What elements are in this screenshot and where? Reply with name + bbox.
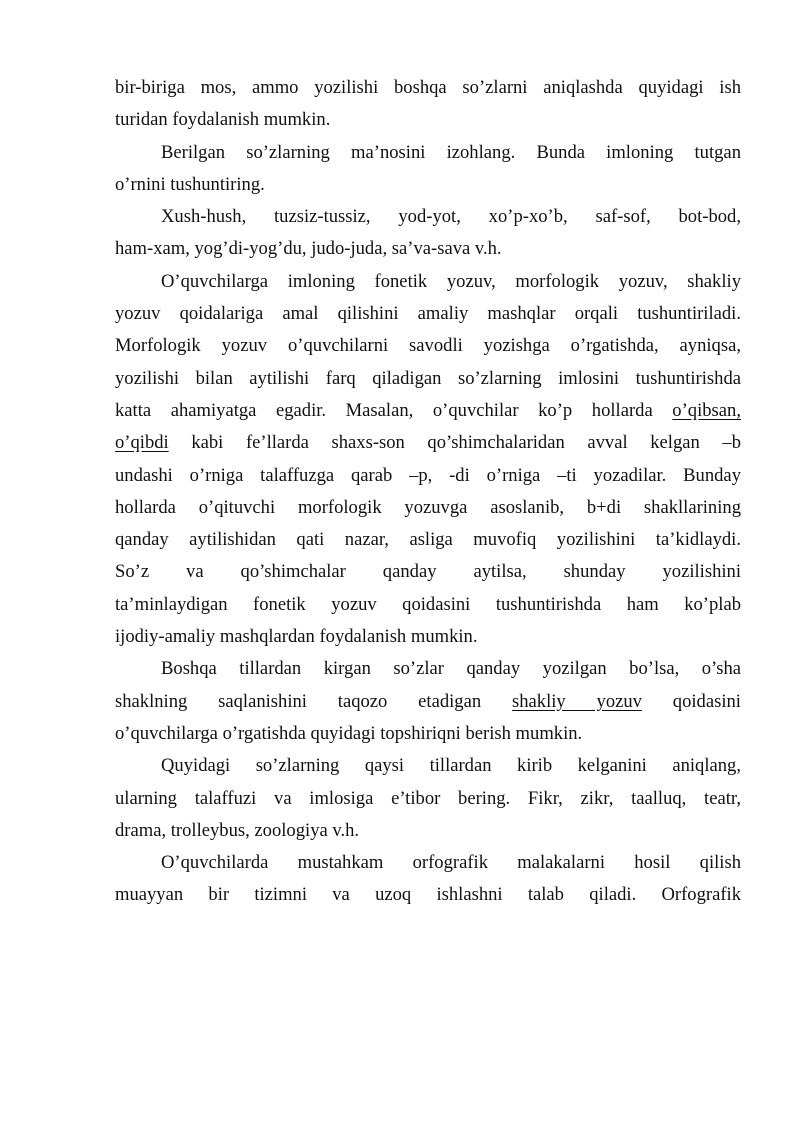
text-line: Xush-hush, tuzsiz-tussiz, yod-yot, xo’p-xo’b, saf-sof, bot-bod, [161,206,741,228]
paragraph-3 [115,201,741,266]
text-line [115,427,741,459]
paragraph-1 [115,72,741,137]
text-line: muayyan bir tizimni va uzoq ishlashni talab qiladi. Orfografik [115,884,741,906]
text-line: So’z va qo’shimchalar qanday aytilsa, shunday yozilishini [115,561,741,583]
underlined-phrase: shakliy yozuv [511,690,642,712]
paragraph-2 [115,137,741,202]
text-segment: kabi fe’llarda shaxs-son qo’shimchalaridan avval kelgan –b [191,432,741,454]
text-segment: qoidasini [672,690,741,712]
paragraph-5 [115,653,741,750]
text-line: ta’minlaydigan fonetik yozuv qoidasini tushuntirishda ham ko’plab [115,593,741,615]
text-line: ularning talaffuzi va imlosiga e’tibor bering. Fikr, zikr, taalluq, teatr, [115,787,741,809]
paragraph-6 [115,750,741,847]
text-line: bir-biriga mos, ammo yozilishi boshqa so’zlarni aniqlashda quyidagi ish [115,77,741,98]
text-line: qanday aytilishidan qati nazar, asliga muvofiq yozilishini ta’kidlaydi. [115,529,741,551]
text-line: yozuv qoidalariga amal qilishini amaliy mashqlar orqali tushuntiriladi. [115,303,741,325]
text-line: Berilgan so’zlarning ma’nosini izohlang. Bunda imloning tutgan [161,141,741,163]
text-line: o’quvchilarga o’rgatishda quyidagi topshiriqni berish mumkin. [115,722,583,744]
text-line: ham-xam, yog’di-yog’du, judo-juda, sa’va-sava v.h. [115,238,502,260]
text-line: Boshqa tillardan kirgan so’zlar qanday yozilgan bo’lsa, o’sha [161,658,741,680]
text-line [115,395,741,427]
paragraph-7 [115,847,741,912]
text-line: Morfologik yozuv o’quvchilarni savodli yozishga o’rgatishda, ayniqsa, [115,335,741,357]
underlined-word: o’qibdi [115,432,169,454]
text-segment: katta ahamiyatga egadir. Masalan, o’quvchilar ko’p hollarda [115,399,653,421]
text-line: drama, trolleybus, zoologiya v.h. [115,819,360,841]
paragraph-4 [115,266,741,654]
text-line: ijodiy-amaliy mashqlardan foydalanish mumkin. [115,626,478,648]
text-line [115,686,741,718]
text-line: turidan foydalanish mumkin. [115,109,331,131]
text-line: Quyidagi so’zlarning qaysi tillardan kirib kelganini aniqlang, [161,755,741,777]
text-line: hollarda o’qituvchi morfologik yozuvga asoslanib, b+di shakllarining [115,496,741,518]
text-line: undashi o’rniga talaffuzga qarab –p, -di o’rniga –ti yozadilar. Bunday [115,464,741,486]
text-line: O’quvchilarga imloning fonetik yozuv, morfologik yozuv, shakliy [161,270,741,292]
text-segment: shaklning saqlanishini taqozo etadigan [115,690,482,712]
underlined-word: o’qibsan, [672,399,741,421]
text-line: yozilishi bilan aytilishi farq qiladigan so’zlarning imlosini tushuntirishda [115,367,741,389]
text-line: O’quvchilarda mustahkam orfografik malakalarni hosil qilish [161,852,741,874]
document-body [115,72,741,912]
text-line: o’rnini tushuntiring. [115,173,265,195]
